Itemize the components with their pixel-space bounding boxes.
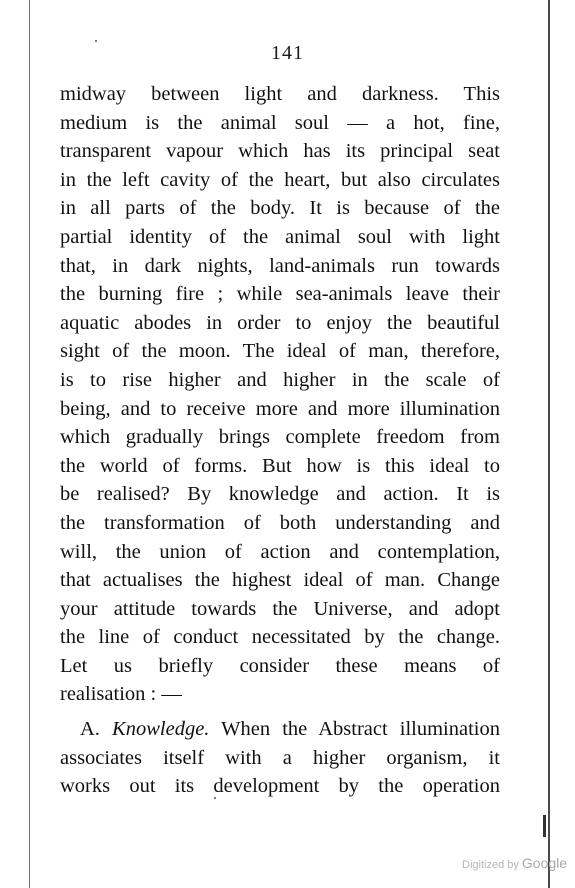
paragraph-line: partial identity of the animal soul with light bbox=[60, 225, 500, 248]
paragraph-line: the transformation of both understanding and bbox=[60, 511, 500, 534]
paragraph-line: be realised? By knowledge and action. It is bbox=[60, 483, 500, 506]
body-text bbox=[60, 80, 500, 801]
paragraph-line: your attitude towards the Universe, and adopt bbox=[60, 597, 500, 620]
paragraph-line: realisation : — bbox=[60, 683, 182, 706]
paragraph-line: associates itself with a higher organism, it bbox=[60, 746, 500, 769]
section-first-line-text: When the Abstract illumination bbox=[221, 718, 500, 741]
paragraph-line: works out its development by the operation bbox=[60, 775, 500, 798]
paragraph-line: that, in dark nights, land-animals run towards bbox=[60, 254, 500, 277]
paragraph-line: aquatic abodes in order to enjoy the beautiful bbox=[60, 311, 500, 334]
paragraph-line: which gradually brings complete freedom from bbox=[60, 426, 500, 449]
paragraph-line: sight of the moon. The ideal of man, therefore, bbox=[60, 340, 500, 363]
page-left-edge bbox=[29, 0, 30, 888]
paragraph-line: in the left cavity of the heart, but also circulates bbox=[60, 168, 500, 191]
paragraph-line: that actualises the highest ideal of man. Change bbox=[60, 569, 500, 592]
page-right-edge bbox=[548, 0, 550, 888]
paragraph-2 bbox=[60, 715, 500, 801]
page-edge-mark bbox=[543, 815, 546, 837]
paragraph-line: medium is the animal soul — a hot, fine, bbox=[60, 111, 500, 134]
watermark-prefix: Digitized by bbox=[462, 859, 519, 871]
paragraph-line: midway between light and darkness. This bbox=[60, 83, 500, 105]
paragraph-line bbox=[60, 715, 500, 744]
paragraph-line: in all parts of the body. It is because of the bbox=[60, 197, 500, 220]
digitized-watermark bbox=[462, 855, 567, 871]
paragraph-line: transparent vapour which has its principal seat bbox=[60, 140, 500, 163]
paragraph-line: is to rise higher and higher in the scale of bbox=[60, 368, 500, 391]
page-number: 141 bbox=[271, 42, 304, 64]
paragraph-line: the world of forms. But how is this ideal to bbox=[60, 454, 500, 477]
section-label: A. bbox=[80, 718, 100, 741]
paragraph-1 bbox=[60, 80, 500, 709]
paragraph-line: Let us briefly consider these means of bbox=[60, 654, 500, 677]
paragraph-line: will, the union of action and contemplation, bbox=[60, 540, 500, 563]
paragraph-line: the line of conduct necessitated by the change. bbox=[60, 626, 500, 649]
section-heading: Knowledge. bbox=[112, 718, 210, 741]
paragraph-line: being, and to receive more and more illumination bbox=[60, 397, 500, 420]
paragraph-line: the burning fire ; while sea-animals leave their bbox=[60, 283, 500, 306]
watermark-brand: Google bbox=[521, 855, 568, 871]
